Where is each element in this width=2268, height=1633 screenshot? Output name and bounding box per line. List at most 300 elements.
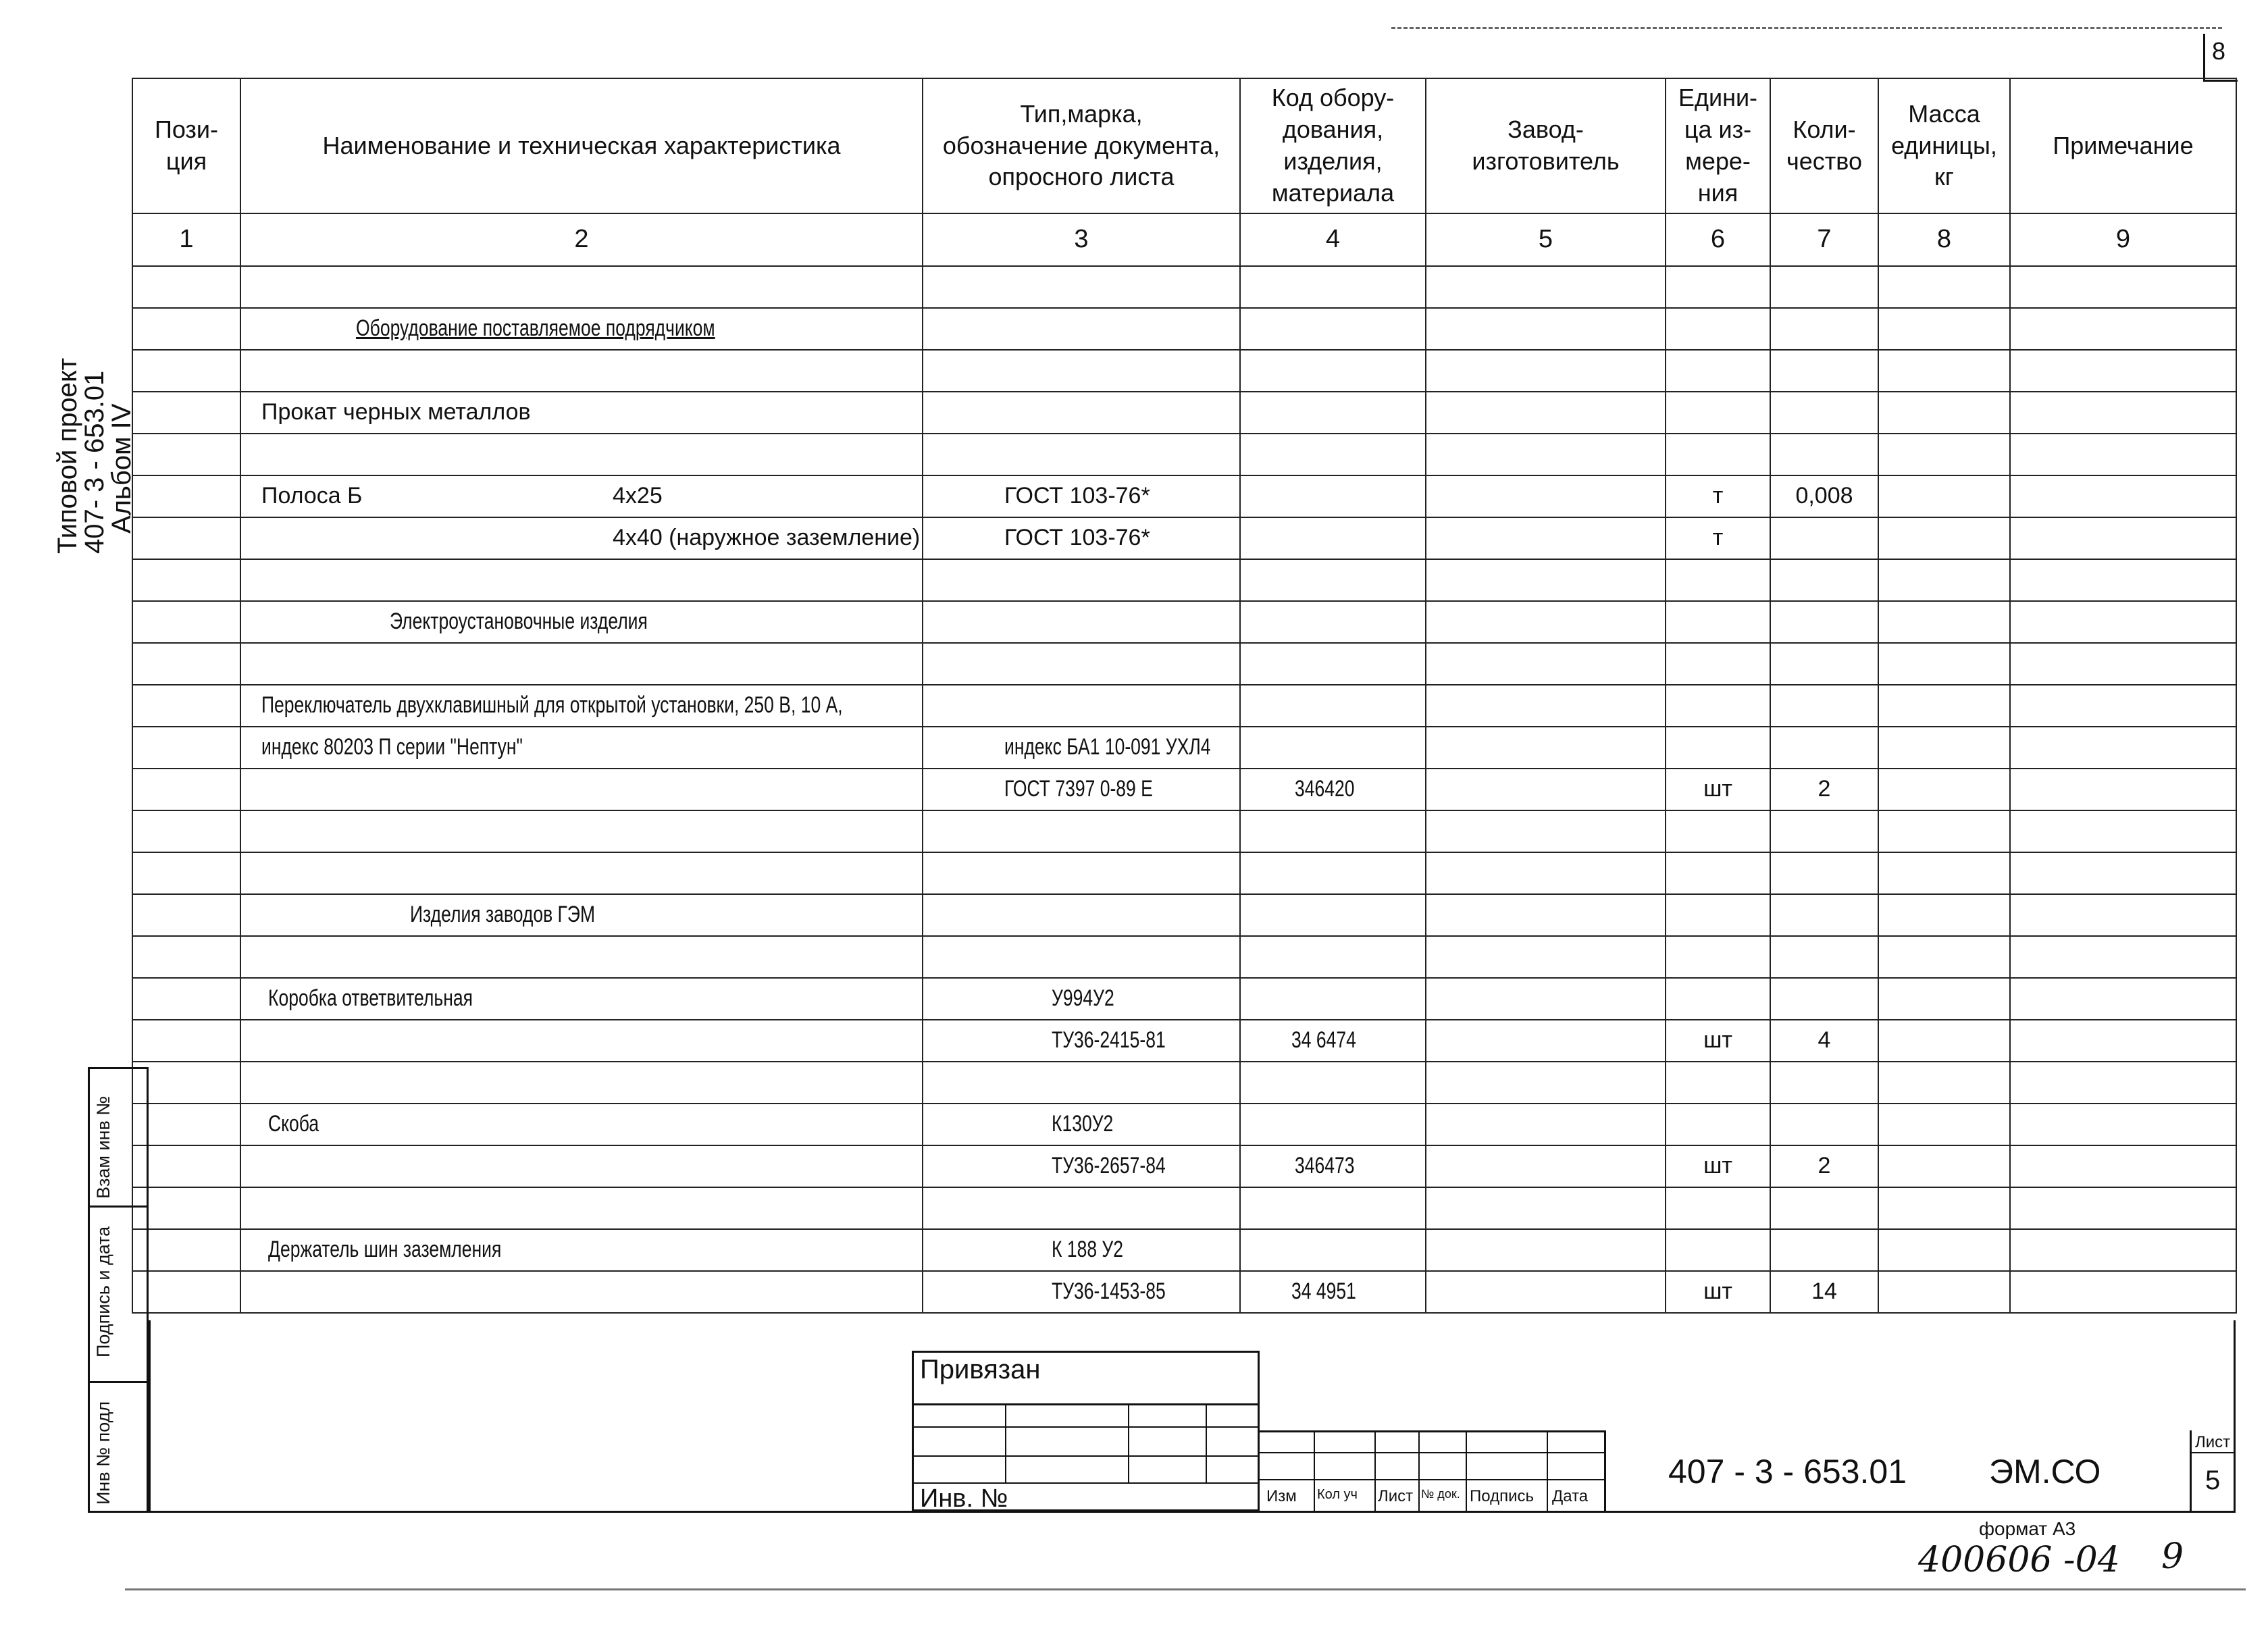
cell-unit (1666, 559, 1770, 601)
colnum: 8 (1878, 213, 2010, 266)
item-name: Держатель шин заземления (268, 1237, 502, 1263)
privyazan-vline (1005, 1403, 1006, 1482)
cell-code (1240, 978, 1426, 1020)
cell-name (240, 978, 923, 1020)
cell-name (240, 1104, 923, 1145)
cell-note (2010, 1020, 2236, 1062)
cell-code (1240, 559, 1426, 601)
item-size: 4х40 (наружное заземление) (613, 525, 921, 550)
cell-name (240, 685, 923, 727)
cell-name (240, 601, 923, 643)
cell-type (923, 810, 1240, 852)
table-row (132, 1062, 2236, 1104)
cell-note (2010, 1104, 2236, 1145)
cell-unit (1666, 1145, 1770, 1187)
colnum: 4 (1240, 213, 1426, 266)
rev-col-list: Лист (1378, 1487, 1414, 1505)
format-label: формат А3 (1979, 1518, 2076, 1539)
rev-hline (1260, 1479, 1604, 1480)
cell-pos (132, 1229, 240, 1271)
cell-text: 346420 (1294, 776, 1355, 802)
cell-pos (132, 852, 240, 894)
item-size: 4х25 (613, 483, 663, 509)
table-row (132, 517, 2236, 559)
cell-qty (1770, 852, 1878, 894)
cell-text: ТУ36-2415-81 (1052, 1027, 1166, 1054)
cell-type (923, 350, 1240, 392)
cell-mass (1878, 601, 2010, 643)
cell-code (1240, 1104, 1426, 1145)
cell-maker (1426, 978, 1666, 1020)
left-strip-podpis: Подпись и дата (93, 1226, 113, 1357)
table-row (132, 810, 2236, 852)
item-name: Изделия заводов ГЭМ (410, 902, 596, 928)
table-row (132, 266, 2236, 308)
table-row (132, 350, 2236, 392)
cell-pos (132, 769, 240, 810)
cell-type (923, 1104, 1240, 1145)
cell-text: шт (1703, 1278, 1732, 1305)
side-label-line3: Альбом IV (107, 403, 136, 534)
cell-code (1240, 852, 1426, 894)
cell-unit (1666, 1104, 1770, 1145)
cell-qty (1770, 1145, 1878, 1187)
cell-text: шт (1703, 776, 1732, 802)
cell-mass (1878, 727, 2010, 769)
privyazan-vline (1128, 1403, 1129, 1482)
cell-pos (132, 978, 240, 1020)
cell-pos (132, 1104, 240, 1145)
table-row (132, 685, 2236, 727)
cell-unit (1666, 601, 1770, 643)
cell-unit (1666, 810, 1770, 852)
cell-type (923, 308, 1240, 350)
cell-note (2010, 685, 2236, 727)
left-strip-inv-podl: Инв № подл (93, 1401, 113, 1505)
cell-maker (1426, 308, 1666, 350)
cell-maker (1426, 1229, 1666, 1271)
table-row (132, 601, 2236, 643)
doc-mark: ЭМ.СО (1989, 1453, 2101, 1491)
colnum: 7 (1770, 213, 1878, 266)
colnum: 1 (132, 213, 240, 266)
cell-note (2010, 643, 2236, 685)
cell-name (240, 559, 923, 601)
cell-maker (1426, 936, 1666, 978)
cell-note (2010, 350, 2236, 392)
cell-name (240, 769, 923, 810)
cell-code (1240, 1187, 1426, 1229)
cell-note (2010, 1271, 2236, 1313)
cell-pos (132, 1145, 240, 1187)
cell-qty (1770, 1020, 1878, 1062)
cell-mass (1878, 769, 2010, 810)
cell-mass (1878, 308, 2010, 350)
cell-note (2010, 601, 2236, 643)
cell-qty (1770, 685, 1878, 727)
cell-maker (1426, 475, 1666, 517)
rev-hline (1260, 1452, 1604, 1453)
cell-code (1240, 894, 1426, 936)
cell-name (240, 266, 923, 308)
table-row (132, 978, 2236, 1020)
privyazan-line (912, 1482, 1260, 1484)
corner-number: 8 (2212, 37, 2226, 65)
cell-qty (1770, 810, 1878, 852)
cell-qty (1770, 1187, 1878, 1229)
rev-vline (1418, 1430, 1420, 1511)
cell-mass (1878, 517, 2010, 559)
cell-note (2010, 1187, 2236, 1229)
header-mass: Масса единицы, кг (1878, 78, 2010, 213)
cell-maker (1426, 266, 1666, 308)
table-row (132, 475, 2236, 517)
table-row (132, 643, 2236, 685)
cell-type (923, 1020, 1240, 1062)
cell-text: ГОСТ 103-76* (1004, 525, 1150, 551)
cell-qty (1770, 559, 1878, 601)
table-row (132, 1145, 2236, 1187)
cell-mass (1878, 1020, 2010, 1062)
cell-maker (1426, 643, 1666, 685)
cell-text: 2 (1818, 776, 1831, 802)
header-pos: Пози- ция (132, 78, 240, 213)
rev-vline (1374, 1430, 1376, 1511)
cell-pos (132, 727, 240, 769)
cell-mass (1878, 559, 2010, 601)
cell-type (923, 852, 1240, 894)
table-row (132, 1229, 2236, 1271)
cell-note (2010, 1229, 2236, 1271)
cell-mass (1878, 852, 2010, 894)
cell-maker (1426, 559, 1666, 601)
cell-code (1240, 1145, 1426, 1187)
cell-unit (1666, 978, 1770, 1020)
cell-code (1240, 601, 1426, 643)
cell-mass (1878, 894, 2010, 936)
cell-type (923, 559, 1240, 601)
cell-maker (1426, 350, 1666, 392)
specification-table (132, 78, 2237, 1314)
cell-maker (1426, 1145, 1666, 1187)
cell-qty (1770, 894, 1878, 936)
item-name: Коробка ответвительная (268, 985, 473, 1012)
cell-code (1240, 1020, 1426, 1062)
cell-unit (1666, 266, 1770, 308)
cell-type (923, 727, 1240, 769)
cell-type (923, 894, 1240, 936)
cell-qty (1770, 769, 1878, 810)
cell-text: 14 (1811, 1278, 1837, 1305)
cell-note (2010, 266, 2236, 308)
cell-maker (1426, 894, 1666, 936)
colnum: 2 (240, 213, 923, 266)
cell-unit (1666, 685, 1770, 727)
cell-maker (1426, 852, 1666, 894)
rev-vline (1604, 1430, 1606, 1511)
item-name: Оборудование поставляемое подрядчиком (356, 315, 715, 342)
cell-note (2010, 1145, 2236, 1187)
cell-type (923, 1145, 1240, 1187)
cell-text: ГОСТ 103-76* (1004, 483, 1150, 509)
cell-mass (1878, 1229, 2010, 1271)
cell-text: ГОСТ 7397 0-89 Е (1004, 776, 1153, 802)
rev-col-kol: Кол уч (1317, 1487, 1358, 1502)
cell-maker (1426, 392, 1666, 434)
cell-qty (1770, 643, 1878, 685)
table-row (132, 308, 2236, 350)
cell-unit (1666, 1062, 1770, 1104)
cell-unit (1666, 936, 1770, 978)
item-name: индекс 80203 П серии "Нептун" (261, 734, 523, 760)
cell-name (240, 810, 923, 852)
cell-type (923, 517, 1240, 559)
cell-name (240, 727, 923, 769)
cell-note (2010, 852, 2236, 894)
cell-pos (132, 894, 240, 936)
cell-note (2010, 517, 2236, 559)
cell-mass (1878, 1187, 2010, 1229)
header-maker: Завод- изготовитель (1426, 78, 1666, 213)
colnum: 6 (1666, 213, 1770, 266)
table-row (132, 852, 2236, 894)
cell-mass (1878, 434, 2010, 475)
cell-qty (1770, 392, 1878, 434)
cell-note (2010, 727, 2236, 769)
item-size-wrap (613, 525, 920, 551)
cell-code (1240, 308, 1426, 350)
cell-code (1240, 350, 1426, 392)
cell-qty (1770, 266, 1878, 308)
cell-qty (1770, 936, 1878, 978)
cell-maker (1426, 1187, 1666, 1229)
cell-pos (132, 1062, 240, 1104)
cell-type (923, 266, 1240, 308)
cell-unit (1666, 308, 1770, 350)
cell-mass (1878, 1062, 2010, 1104)
cell-text: т (1712, 483, 1724, 509)
cell-note (2010, 475, 2236, 517)
cell-pos (132, 392, 240, 434)
cell-pos (132, 601, 240, 643)
cell-name (240, 1020, 923, 1062)
cell-type (923, 475, 1240, 517)
cell-maker (1426, 1062, 1666, 1104)
item-name: Скоба (268, 1111, 319, 1137)
cell-text: шт (1703, 1027, 1732, 1054)
cell-note (2010, 434, 2236, 475)
cell-text: шт (1703, 1153, 1732, 1179)
sheet-box-line (2190, 1452, 2236, 1453)
cell-code (1240, 936, 1426, 978)
cell-name (240, 517, 923, 559)
cell-mass (1878, 1271, 2010, 1313)
cell-name (240, 1145, 923, 1187)
cell-type (923, 1187, 1240, 1229)
cell-code (1240, 685, 1426, 727)
cell-text: 34 4951 (1291, 1278, 1356, 1305)
cell-qty (1770, 601, 1878, 643)
cell-mass (1878, 978, 2010, 1020)
privyazan-label: Привязан (920, 1355, 1041, 1384)
rev-col-data: Дата (1552, 1487, 1589, 1505)
cell-maker (1426, 517, 1666, 559)
item-name: Прокат черных металлов (261, 399, 531, 425)
cell-note (2010, 392, 2236, 434)
cell-maker (1426, 601, 1666, 643)
cell-qty (1770, 350, 1878, 392)
rev-col-doc: № док. (1421, 1487, 1460, 1501)
cell-name (240, 434, 923, 475)
cell-name (240, 308, 923, 350)
cell-note (2010, 769, 2236, 810)
colnum: 3 (923, 213, 1240, 266)
cell-maker (1426, 434, 1666, 475)
cell-code (1240, 517, 1426, 559)
table-row (132, 559, 2236, 601)
cell-unit (1666, 894, 1770, 936)
table-row (132, 1104, 2236, 1145)
cell-text: 0,008 (1795, 483, 1853, 509)
cell-type (923, 978, 1240, 1020)
cell-mass (1878, 475, 2010, 517)
cell-name (240, 475, 923, 517)
table-row (132, 936, 2236, 978)
rev-col-izm: Изм (1266, 1487, 1297, 1505)
cell-mass (1878, 810, 2010, 852)
privyazan-line (912, 1403, 1260, 1405)
header-type: Тип,марка, обозначение документа, опросного листа (923, 78, 1240, 213)
cell-qty (1770, 727, 1878, 769)
cell-text: индекс БА1 10-091 УХЛ4 (1004, 734, 1211, 760)
cell-text: 4 (1818, 1027, 1831, 1054)
cell-mass (1878, 936, 2010, 978)
cell-text: 346473 (1294, 1153, 1355, 1179)
cell-qty (1770, 308, 1878, 350)
side-label-line2: 407- 3 - 653.01 (80, 370, 109, 554)
cell-name (240, 643, 923, 685)
cell-name (240, 936, 923, 978)
privyazan-vline (1206, 1403, 1207, 1482)
cell-pos (132, 685, 240, 727)
handwritten-page: 9 (2161, 1536, 2184, 1577)
cell-type (923, 601, 1240, 643)
cell-qty (1770, 1104, 1878, 1145)
cell-name (240, 852, 923, 894)
cell-name (240, 1062, 923, 1104)
cell-mass (1878, 266, 2010, 308)
cell-pos (132, 475, 240, 517)
cell-qty (1770, 1271, 1878, 1313)
header-qty: Коли- чество (1770, 78, 1878, 213)
cell-note (2010, 894, 2236, 936)
cell-pos (132, 810, 240, 852)
cell-unit (1666, 727, 1770, 769)
cell-text: 34 6474 (1291, 1027, 1356, 1054)
left-strip-divider (88, 1381, 149, 1383)
cell-pos (132, 1187, 240, 1229)
cell-mass (1878, 643, 2010, 685)
header-row (132, 78, 2236, 213)
table-row (132, 727, 2236, 769)
sheet-number: 5 (2205, 1466, 2221, 1495)
item-name: Электроустановочные изделия (390, 608, 648, 635)
table-row (132, 1187, 2236, 1229)
cell-type (923, 1271, 1240, 1313)
cell-name (240, 1271, 923, 1313)
cell-code (1240, 434, 1426, 475)
cell-code (1240, 392, 1426, 434)
cell-name (240, 1187, 923, 1229)
left-strip-vzam: Взам инв № (93, 1095, 113, 1199)
table-row (132, 434, 2236, 475)
cell-pos (132, 308, 240, 350)
header-code: Код обору- дования, изделия, материала (1240, 78, 1426, 213)
handwritten-code: 400606 -04 (1918, 1540, 2120, 1580)
cell-qty (1770, 1062, 1878, 1104)
colnum: 9 (2010, 213, 2236, 266)
inv-no-label: Инв. № (920, 1484, 1008, 1513)
rev-vline (1547, 1430, 1548, 1511)
cell-text: К130У2 (1052, 1111, 1114, 1137)
cell-pos (132, 266, 240, 308)
cell-code (1240, 1229, 1426, 1271)
cell-text: ТУ36-2657-84 (1052, 1153, 1166, 1179)
cell-code (1240, 769, 1426, 810)
colnum: 5 (1426, 213, 1666, 266)
cell-type (923, 685, 1240, 727)
doc-code: 407 - 3 - 653.01 (1668, 1453, 1907, 1491)
sheet-label: Лист (2195, 1433, 2231, 1451)
bottom-rule (125, 1588, 2246, 1590)
cell-mass (1878, 685, 2010, 727)
cell-maker (1426, 727, 1666, 769)
cell-maker (1426, 1271, 1666, 1313)
cell-pos (132, 434, 240, 475)
table-row (132, 894, 2236, 936)
cell-name (240, 1229, 923, 1271)
cell-maker (1426, 769, 1666, 810)
cell-note (2010, 810, 2236, 852)
cell-text: К 188 У2 (1052, 1237, 1124, 1263)
cell-code (1240, 810, 1426, 852)
cell-code (1240, 1062, 1426, 1104)
cell-unit (1666, 1020, 1770, 1062)
cell-text: 2 (1818, 1153, 1831, 1179)
cell-pos (132, 1271, 240, 1313)
cell-type (923, 643, 1240, 685)
table-row (132, 1020, 2236, 1062)
cell-unit (1666, 350, 1770, 392)
cell-text: У994У2 (1052, 985, 1114, 1012)
cell-type (923, 1229, 1240, 1271)
side-label-line1: Типовой проект (53, 357, 82, 554)
cell-type (923, 434, 1240, 475)
cell-pos (132, 559, 240, 601)
cell-maker (1426, 810, 1666, 852)
cell-maker (1426, 685, 1666, 727)
rev-col-podpis: Подпись (1470, 1487, 1534, 1505)
header-note: Примечание (2010, 78, 2236, 213)
privyazan-line (912, 1455, 1260, 1457)
cell-note (2010, 1062, 2236, 1104)
cell-unit (1666, 1271, 1770, 1313)
cell-mass (1878, 392, 2010, 434)
top-dashed-line (1391, 27, 2222, 29)
cell-code (1240, 727, 1426, 769)
cell-mass (1878, 350, 2010, 392)
cell-qty (1770, 978, 1878, 1020)
